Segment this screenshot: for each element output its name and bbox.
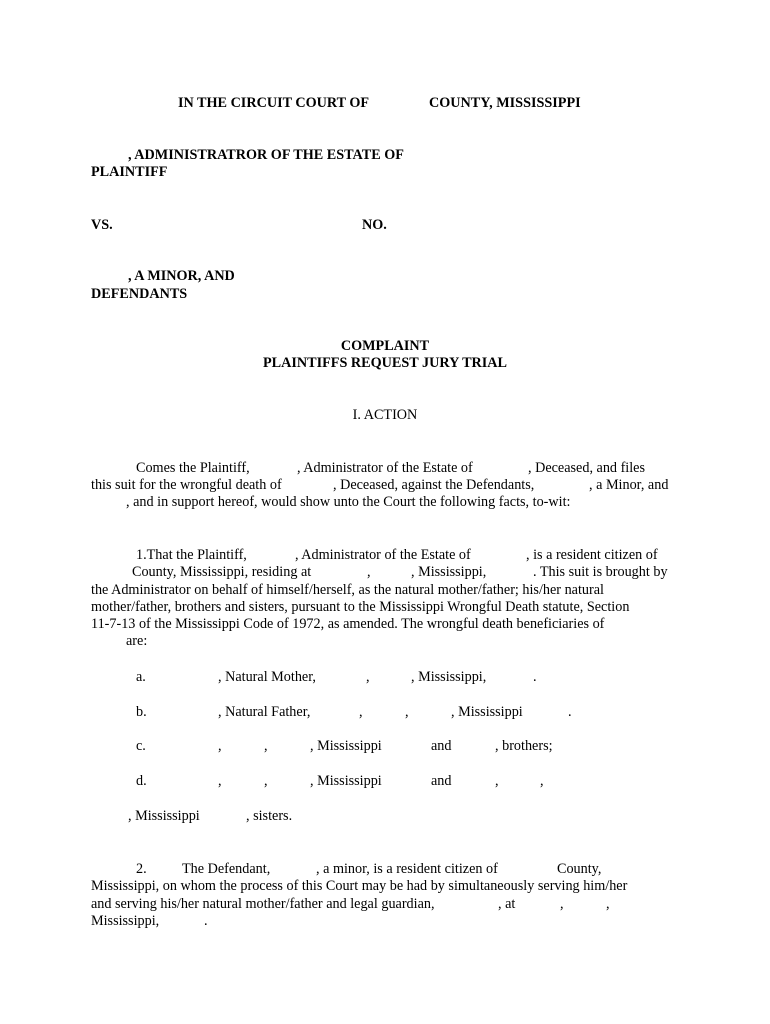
para2-line3-c: , [560,896,564,912]
beneficiary-d-address2: , [495,773,499,789]
plaintiff-line: , ADMINISTRATROR OF THE ESTATE OF [128,147,404,163]
para1-line2-a: County, Mississippi, residing at [132,564,312,580]
para2-line1-b: , a minor, is a resident citizen of [316,861,498,877]
beneficiary-c-state: , Mississippi [310,738,382,754]
para1-line1-a: 1.That the Plaintiff, [136,547,247,563]
vs-label: VS. [91,217,113,233]
para2-line3-d: , [606,896,610,912]
beneficiary-c-label: c. [136,738,146,754]
beneficiary-b-address: , [359,704,363,720]
para2-line3-b: , at [498,896,516,912]
beneficiary-d-city2: , [540,773,544,789]
para2-line3-a: and serving his/her natural mother/father and legal guardian, [91,896,435,912]
defendants-label: DEFENDANTS [91,286,188,302]
intro-line2-c: , a Minor, and [589,477,669,493]
section-heading: I. ACTION [352,407,418,423]
beneficiary-b-label: b. [136,704,147,720]
document-title: COMPLAINT [340,338,430,354]
para2-line2: Mississippi, on whom the process of this Court may be had by simultaneously serving him/her [91,878,628,894]
para1-line1-c: , is a resident citizen of [526,547,658,563]
para1-line2-c: , Mississippi, [411,564,487,580]
intro-line1-a: Comes the Plaintiff, [136,460,250,476]
beneficiary-d-address: , [218,773,222,789]
plaintiff-label: PLAINTIFF [91,164,168,180]
intro-line2-b: , Deceased, against the Defendants, [333,477,535,493]
para1-line1-b: , Administrator of the Estate of [295,547,471,563]
para1-line4: mother/father, brothers and sisters, pursuant to the Mississippi Wrongful Death statute, Section [91,599,630,615]
beneficiary-a-relation: , Natural Mother, [218,669,316,685]
beneficiary-c-address: , [218,738,222,754]
para1-line3: the Administrator on behalf of himself/herself, as the natural mother/father; his/her natural [91,582,604,598]
para2-line1-a: The Defendant, [182,861,271,877]
beneficiary-b-state: , Mississippi [451,704,523,720]
defendant-line: , A MINOR, AND [128,268,235,284]
case-number-label: NO. [362,217,387,233]
para2-line4-b: . [204,913,208,929]
para1-line5: 11-7-13 of the Mississippi Code of 1972, as amended. The wrongful death beneficiaries of [91,616,605,632]
para2-line1-c: County, [557,861,602,877]
beneficiary-a-label: a. [136,669,146,685]
beneficiary-d-city: , [264,773,268,789]
para2-line4-a: Mississippi, [91,913,160,929]
para1-line6: are: [126,633,148,649]
beneficiary-b-city: , [405,704,409,720]
document-subtitle: PLAINTIFFS REQUEST JURY TRIAL [262,355,508,371]
beneficiary-b-relation: , Natural Father, [218,704,311,720]
beneficiary-a-city: , [366,669,370,685]
intro-line3: , and in support hereof, would show unto the Court the following facts, to-wit: [126,494,571,510]
beneficiary-c-relation: , brothers; [495,738,553,754]
beneficiary-c-city: , [264,738,268,754]
court-name-prefix: IN THE CIRCUIT COURT OF [178,95,370,111]
beneficiary-b-zip: . [568,704,572,720]
para1-line2-b: , [367,564,371,580]
intro-line1-c: , Deceased, and files [528,460,645,476]
beneficiary-d-label: d. [136,773,147,789]
beneficiary-a-zip: . [533,669,537,685]
beneficiary-d-state: , Mississippi [310,773,382,789]
beneficiary-d-state2: , Mississippi [128,808,200,824]
beneficiary-c-and: and [431,738,452,754]
beneficiary-d-relation: , sisters. [246,808,293,824]
court-county-suffix: COUNTY, MISSISSIPPI [429,95,581,111]
para1-line2-d: . This suit is brought by [533,564,668,580]
intro-line1-b: , Administrator of the Estate of [297,460,473,476]
beneficiary-a-state: , Mississippi, [411,669,487,685]
intro-line2-a: this suit for the wrongful death of [91,477,282,493]
para2-number: 2. [136,861,147,877]
beneficiary-d-and: and [431,773,452,789]
